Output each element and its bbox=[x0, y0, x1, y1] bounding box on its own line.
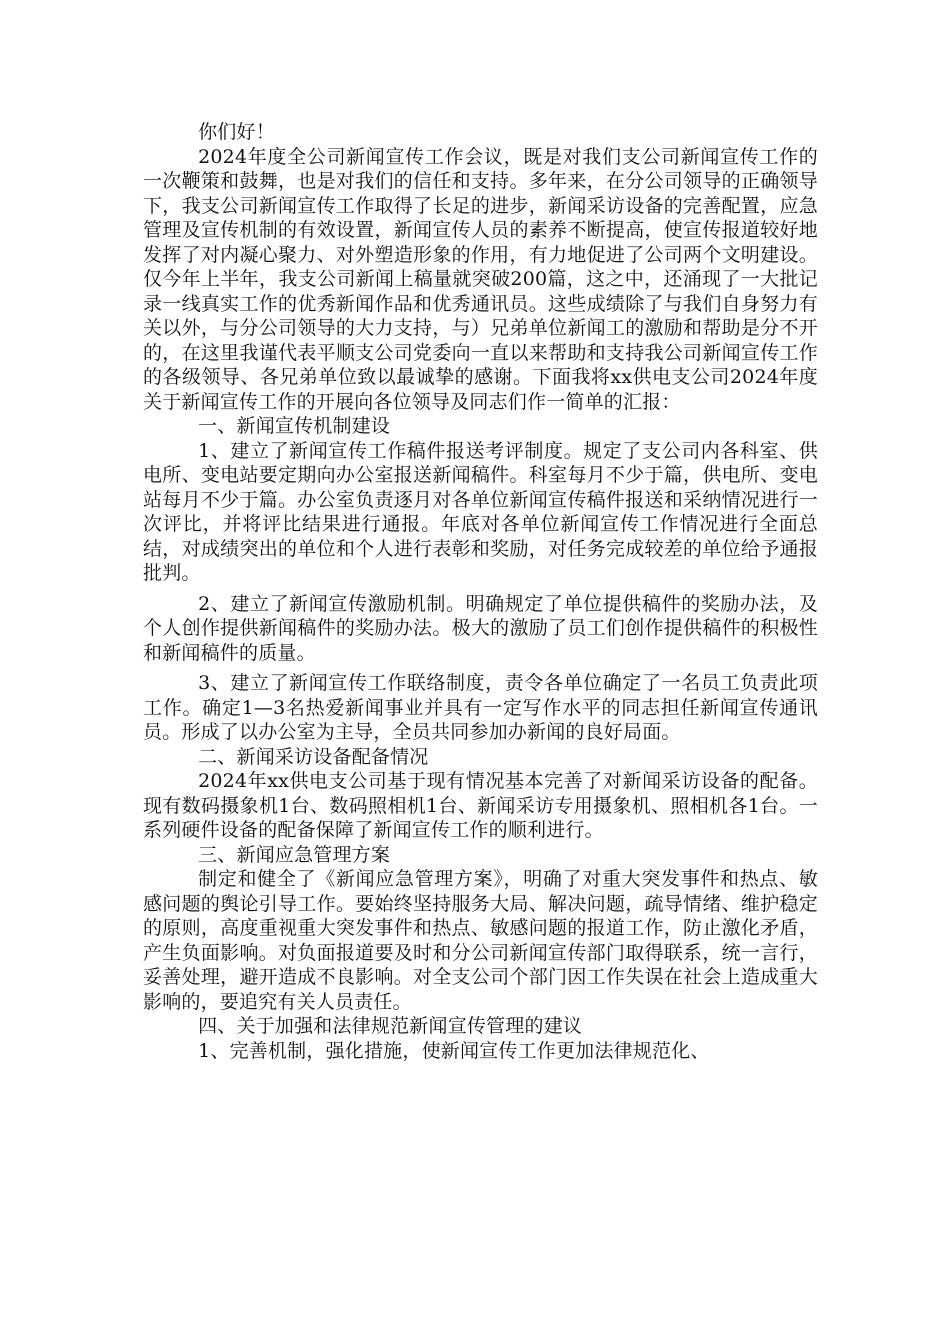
section-heading-1: 一、新闻宣传机制建设 bbox=[198, 415, 391, 437]
document-body bbox=[143, 120, 818, 1063]
intro-paragraph: 2024年度全公司新闻宣传工作会议，既是对我们支公司新闻宣传工作的一次鞭策和鼓舞，也是对我们的信任和支持。多年来，在分公司领导的正确领导下，我支公司新闻宣传工作取得了长足的进步，新闻采访设备的完善配置，应急管理及宣传机制的有效设置，新闻宣传人员的素养不断提高，使宣传报道较好地发挥了对内凝心聚力、对外塑造形象的作用，有力地促进了公司两个文明建设。仅今年上半年，我支公司新闻上稿量就突破200篇，这之中，还涌现了一大批记录一线真实工作的优秀新闻作品和优秀通讯员。这些成绩除了与我们自身努力有关以外，与分公司领导的大力支持，与）兄弟单位新闻工的激励和帮助是分不开的，在这里我谨代表平顺支公司党委向一直以来帮助和支持我公司新闻宣传工作的各级领导、各兄弟单位致以最诚挚的感谢。下面我将xx供电支公司2024年度关于新闻宣传工作的开展向各位领导及同志们作一简单的汇报： bbox=[143, 145, 818, 413]
section-heading-4: 四、关于加强和法律规范新闻宣传管理的建议 bbox=[198, 1015, 583, 1037]
item-1-3: 3、建立了新闻宣传工作联络制度，责令各单位确定了一名员工负责此项工作。确定1—3名热爱新闻事业并具有一定写作水平的同志担任新闻宣传通讯员。形成了以办公室为主导，全员共同参加办新闻的良好局面。 bbox=[143, 672, 818, 743]
item-1-1: 1、建立了新闻宣传工作稿件报送考评制度。规定了支公司内各科室、供电所、变电站要定期向办公室报送新闻稿件。科室每月不少于篇，供电所、变电站每月不少于篇。办公室负责逐月对各单位新闻宣传稿件报送和采纳情况进行一次评比，并将评比结果进行通报。年底对各单位新闻宣传工作情况进行全面总结，对成绩突出的单位和个人进行表彰和奖励，对任务完成较差的单位给予通报批判。 bbox=[143, 439, 818, 584]
section-2-body: 2024年xx供电支公司基于现有情况基本完善了对新闻采访设备的配备。现有数码摄象机1台、数码照相机1台、新闻采访专用摄象机、照相机各1台。一系列硬件设备的配备保障了新闻宣传工作的顺利进行。 bbox=[143, 770, 818, 841]
section-heading-3: 三、新闻应急管理方案 bbox=[198, 843, 391, 866]
section-3-body: 制定和健全了《新闻应急管理方案》，明确了对重大突发事件和热点、敏感问题的舆论引导工作。要始终坚持服务大局、解决问题，疏导情绪、维护稳定的原则，高度重视重大突发事件和热点、敏感问题的报道工作，防止激化矛盾，产生负面影响。对负面报道要及时和分公司新闻宣传部门取得联系，统一言行，妥善处理，避开造成不良影响。对全支公司个部门因工作失误在社会上造成重大影响的，要追究有关人员责任。 bbox=[143, 868, 818, 1013]
greeting: 你们好！ bbox=[198, 121, 275, 143]
item-1-2: 2、建立了新闻宣传激励机制。明确规定了单位提供稿件的奖励办法，及个人创作提供新闻稿件的奖励办法。极大的激励了员工们创作提供稿件的积极性和新闻稿件的质量。 bbox=[143, 592, 818, 664]
section-heading-2: 二、新闻采访设备配备情况 bbox=[198, 745, 429, 768]
item-4-1: 1、完善机制，强化措施，使新闻宣传工作更加法律规范化、 bbox=[198, 1039, 710, 1062]
